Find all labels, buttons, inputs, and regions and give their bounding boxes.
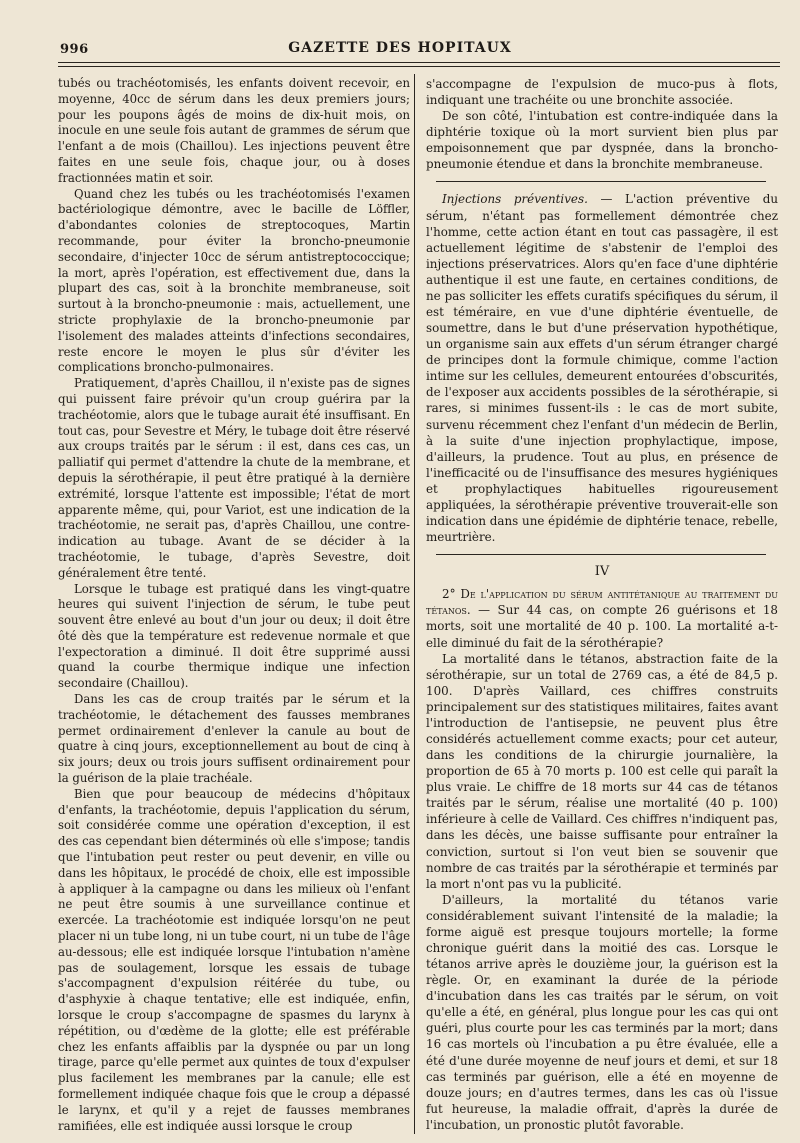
paragraph: s'accompagne de l'expulsion de muco-pus à flots, indiquant une trachéite ou une bronchite associée. [426, 77, 778, 108]
paragraph: Bien que pour beaucoup de médecins d'hôpitaux d'enfants, la trachéotomie, depuis l'application du sérum, soit considérée comme une opération d'exception, il est des cas cependant bien déterminés où elle s'impose; tandis que l'intubation peut rester ou peut devenir, en ville ou dans les hôpitaux, le procédé de choix, elle est impossible à appliquer à la campagne ou dans les milieux où l'enfant ne peut être soumis à une surveillance continue et exercée. La trachéotomie est indiquée lorsqu'on ne peut placer ni un tube long, ni un tube court, ni un tube de l'âge au-dessous; elle est indiquée lorsque l'intubation n'amène pas de soulagement, lorsque les essais de tubage s'accompagnent d'expulsion réitérée du tube, ou d'asphyxie à chaque tentative; elle est indiquée, enfin, lorsque le croup s'accompagne de spasmes du larynx à répétition, ou d'œdème de la glotte; elle est préférable chez les enfants affaiblis par la dyspnée ou par un long tirage, parce qu'elle permet aux quintes de toux d'expulser plus facilement les membranes par la canule; elle est formellement indiquée chaque fois que le croup a dépassé le larynx, et qu'il y a rejet de fausses membranes ramifiées, elle est indiquée aussi lorsque le croup [58, 786, 410, 1133]
section-number: IV [594, 564, 610, 580]
paragraph-preventive [426, 191, 778, 545]
paragraph: Quand chez les tubés ou les trachéotomisés l'examen bactériologique démontre, avec le bacille de Löffler, d'abondantes colonies de streptocoques, Martin recommande, pour éviter la broncho-pneumonie secondaire, d'injecter 10cc de sérum antistreptococcique; la mort, après l'opération, est effectivement due, dans la plupart des cas, soit à la bronchite membraneuse, soit surtout à la broncho-pneumonie : mais, actuellement, une stricte prophylaxie de la broncho-pneumonie par l'isolement des malades atteints d'infections secondaires, reste encore le moyen le plus sûr d'éviter les complications broncho-pulmonaires. [58, 186, 410, 375]
paragraph: Pratiquement, d'après Chaillou, il n'existe pas de signes qui puissent faire prévoir qu'un croup guérira par la trachéotomie, alors que le tubage aurait été insuffisant. En tout cas, pour Sevestre et Méry, le tubage doit être réservé aux croups traités par le sérum : il est, dans ces cas, un palliatif qui permet d'attendre la chute de la membrane, et depuis la sérothérapie, il peut être pratiqué à la dernière extrémité, lorsque l'attente est impossible; l'état de mort apparente même, qui, pour Variot, est une indication de la trachéotomie, ne serait pas, d'après Chaillou, une contre-indication au tubage. Avant de se décider à la trachéotomie, le tubage, d'après Sevestre, doit généralement être tenté. [58, 376, 410, 580]
paragraph: Lorsque le tubage est pratiqué dans les vingt-quatre heures qui suivent l'injection de sérum, le tube peut souvent être enlevé au bout d'un jour ou deux; il doit être ôté dès que la température est redevenue normale et que l'expectoration a diminué. Il doit être supprimé aussi quand la courbe thermique indique une infection secondaire (Chaillou). [58, 581, 410, 691]
section-rule [436, 181, 766, 182]
page-header [0, 0, 800, 70]
left-column [58, 76, 410, 1134]
right-column [426, 76, 778, 1133]
subsection-title: 2° De l'application du sérum antitétanique au traitement du tétanos. [426, 587, 778, 618]
paragraph: tubés ou trachéotomisés, les enfants doivent recevoir, en moyenne, 40cc de sérum dans les deux premiers jours; pour les poupons âgés de moins de dix-huit mois, on inocule en une seule fois autant de grammes de sérum que l'enfant a de mois (Chaillou). Les injections peuvent être faites en une seule fois, chaque jour, ou à doses fractionnées matin et soir. [58, 76, 410, 185]
paragraph-text: — L'action préventive du sérum, n'étant pas formellement démontrée chez l'homme, cette action étant en tout cas passagère, il est actuellement légitime de s'abstenir de l'emploi des injections préservatrices. Alors qu'en face d'une diphtérie authentique il est une faute, en certaines conditions, de ne pas solliciter les effets curatifs spécifiques du sérum, il est téméraire, en vue d'une diphtérie éventuelle, de soumettre, dans le but d'une préservation hypothétique, un organisme sain aux effets d'un sérum étranger chargé de principes dont la formule chimique, comme l'action intime sur les cellules, demeurent entourées d'obscurités, de l'exposer aux accidents possibles de la sérothérapie, si rares, si minimes fussent-ils : le cas de mort subite, survenu récemment chez l'enfant d'un médecin de Berlin, à la suite d'une injection prophylactique, impose, d'ailleurs, la prudence. Tout au plus, en présence de l'inefficacité ou de l'insuffisance des mesures hygiéniques et prophylactiques habituelles rigoureusement appliquées, la sérothérapie préventive trouverait-elle son indication dans une épidémie de diphtérie tenace, rebelle, meurtrière. [426, 192, 779, 545]
paragraph: La mortalité dans le tétanos, abstraction faite de la sérothérapie, sur un total de 2769 cas, a été de 84,5 p. 100. D'après Vaillard, ces chiffres construits principalement sur des statistiques militaires, faites avant l'introduction de l'antisepsie, ne peuvent plus être considérés actuellement comme exacts; pour cet auteur, dans les conditions de la chirurgie journalière, la proportion de 65 à 70 morts p. 100 est celle qui paraît la plus vraie. Le chiffre de 18 morts sur 44 cas de tétanos traités par le sérum, réalise une mortalité (40 p. 100) inférieure à celle de Vaillard. Ces chiffres n'indiquent pas, dans les décès, une baisse suffisante pour entraîner la conviction, surtout si l'on veut bien se souvenir que nombre de cas traités par la sérothérapie et terminés par la mort n'ont pas vu la publicité. [426, 651, 778, 891]
paragraph: Dans les cas de croup traités par le sérum et la trachéotomie, le détachement des fausses membranes permet ordinairement d'enlever la canule au bout de quatre à cinq jours, exceptionnellement au bout de cinq à six jours; deux ou trois jours suffisent ordinairement pour la guérison de la plaie trachéale. [58, 692, 410, 786]
page-number: 996 [60, 42, 89, 57]
running-title: GAZETTE DES HOPITAUX [288, 40, 512, 56]
section-rule [436, 554, 766, 555]
paragraph-tetanus [426, 586, 778, 650]
column-divider [414, 74, 415, 1134]
paragraph: De son côté, l'intubation est contre-indiquée dans la diphtérie toxique où la mort survient bien plus par empoisonnement que par dyspnée, dans la broncho-pneumonie étendue et dans la bronchite membraneuse. [426, 109, 778, 172]
paragraph: D'ailleurs, la mortalité du tétanos varie considérablement suivant l'intensité de la maladie; la forme aiguë est presque toujours mortelle; la forme chronique guérit dans la moitié des cas. Lorsque le tétanos arrive après le douzième jour, la guérison est la règle. Or, en examinant la durée de la période d'incubation dans les cas traités par le sérum, on voit qu'elle a été, en général, plus longue pour les cas qui ont guéri, plus courte pour les cas terminés par la mort; dans 16 cas mortels où l'incubation a pu être évaluée, elle a été d'une durée moyenne de neuf jours et demi, et sur 18 cas terminés par guérison, elle a été en moyenne de douze jours; en d'autres termes, dans les cas où l'issue fut heureuse, la maladie offrait, d'après la durée de l'incubation, un pronostic plutôt favorable. [426, 892, 778, 1132]
subsection-title: Injections préventives. [442, 192, 588, 207]
header-rule-thin [58, 66, 780, 67]
paragraph-text: — Sur 44 cas, on compte 26 guérisons et 18 morts, soit une mortalité de 40 p. 100. La mortalité a-t-elle diminué du fait de la sérothérapie? [426, 603, 778, 650]
header-rule [58, 62, 780, 63]
